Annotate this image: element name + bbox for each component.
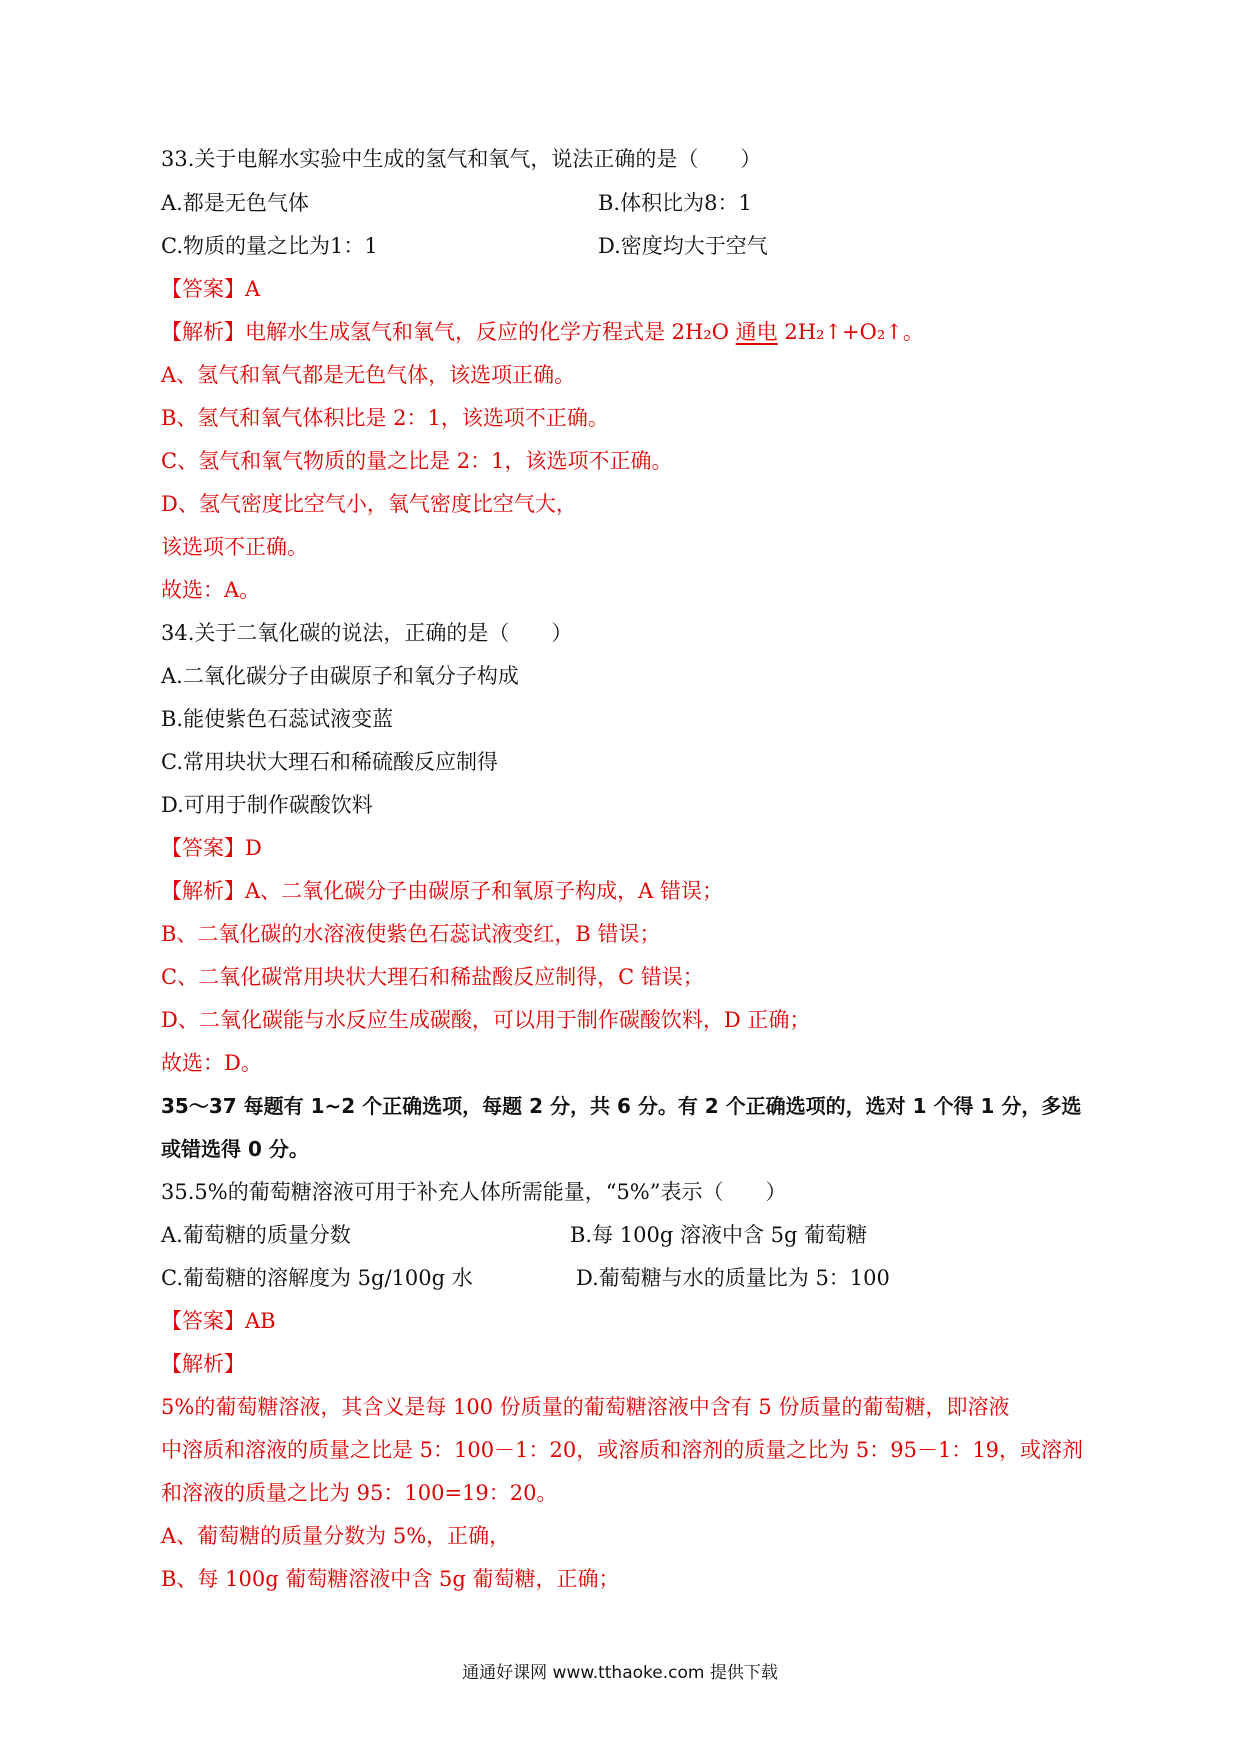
q35-stem: 35.5%的葡萄糖溶液可用于补充人体所需能量，“5%”表示（ ）	[161, 1180, 787, 1204]
q34-conclusion: 故选：D。	[161, 1051, 262, 1075]
q34-answer: 【答案】D	[161, 836, 262, 860]
q34-option-c: C.常用块状大理石和稀硫酸反应制得	[161, 750, 498, 774]
q33-option-a: A.都是无色气体	[161, 191, 309, 215]
q33-analysis-suffix: 2H₂↑+O₂↑。	[777, 320, 924, 344]
q33-option-d: D.密度均大于空气	[598, 234, 768, 258]
section-instructions-line2: 或错选得 0 分。	[161, 1137, 309, 1161]
q33-analysis-prefix: 【解析】电解水生成氢气和氧气，反应的化学方程式是 2H₂O	[161, 320, 736, 344]
q35-analysis-line: 5%的葡萄糖溶液，其含义是每 100 份质量的葡萄糖溶液中含有 5 份质量的葡萄糖，即溶液	[161, 1395, 1010, 1419]
q34-option-a: A.二氧化碳分子由碳原子和氧分子构成	[161, 664, 519, 688]
page-footer: 通通好课网 www.tthaoke.com 提供下载	[462, 1663, 778, 1683]
q33-option-c: C.物质的量之比为1：1	[161, 234, 378, 258]
q33-analysis-line: D、氢气密度比空气小，氧气密度比空气大，	[161, 492, 577, 516]
q33-analysis-line: C、氢气和氧气物质的量之比是 2：1，该选项不正确。	[161, 449, 673, 473]
q35-analysis-line: A、葡萄糖的质量分数为 5%，正确，	[161, 1524, 511, 1548]
q33-option-b: B.体积比为8：1	[598, 191, 752, 215]
q35-analysis-line: B、每 100g 葡萄糖溶液中含 5g 葡萄糖，正确；	[161, 1567, 620, 1591]
q33-stem: 33.关于电解水实验中生成的氢气和氧气，说法正确的是（ ）	[161, 147, 762, 171]
q35-analysis-label: 【解析】	[161, 1352, 245, 1376]
q33-analysis-equation	[161, 318, 924, 346]
q34-stem: 34.关于二氧化碳的说法，正确的是（ ）	[161, 621, 573, 645]
q35-option-b: B.每 100g 溶液中含 5g 葡萄糖	[570, 1223, 868, 1247]
q35-analysis-line: 中溶质和溶液的质量之比是 5：100－1：20，或溶质和溶剂的质量之比为 5：95－1：19，或溶剂	[161, 1438, 1084, 1462]
q34-analysis-line: D、二氧化碳能与水反应生成碳酸，可以用于制作碳酸饮料，D 正确；	[161, 1008, 811, 1032]
q34-analysis-line: B、二氧化碳的水溶液使紫色石蕊试液变红，B 错误；	[161, 922, 661, 946]
q33-analysis-line: A、氢气和氧气都是无色气体，该选项正确。	[161, 363, 576, 387]
q35-option-a: A.葡萄糖的质量分数	[161, 1223, 351, 1247]
q35-option-c: C.葡萄糖的溶解度为 5g/100g 水	[161, 1266, 473, 1290]
q33-analysis-line: B、氢气和氧气体积比是 2：1，该选项不正确。	[161, 406, 609, 430]
q35-analysis-line: 和溶液的质量之比为 95：100=19：20。	[161, 1481, 558, 1505]
q33-answer: 【答案】A	[161, 277, 261, 301]
q35-option-d: D.葡萄糖与水的质量比为 5：100	[576, 1266, 890, 1290]
q34-analysis-line: C、二氧化碳常用块状大理石和稀盐酸反应制得，C 错误；	[161, 965, 704, 989]
q34-option-d: D.可用于制作碳酸饮料	[161, 793, 373, 817]
q33-analysis-line: 该选项不正确。	[161, 535, 308, 559]
q35-answer: 【答案】AB	[161, 1309, 276, 1333]
section-instructions-line1: 35～37 每题有 1~2 个正确选项，每题 2 分，共 6 分。有 2 个正确选项的，选对 1 个得 1 分，多选	[161, 1094, 1082, 1118]
q33-conclusion: 故选：A。	[161, 578, 261, 602]
q34-analysis-first: 【解析】A、二氧化碳分子由碳原子和氧原子构成，A 错误；	[161, 879, 724, 903]
q34-option-b: B.能使紫色石蕊试液变蓝	[161, 707, 394, 731]
q33-reaction-condition: 通电	[735, 320, 778, 344]
